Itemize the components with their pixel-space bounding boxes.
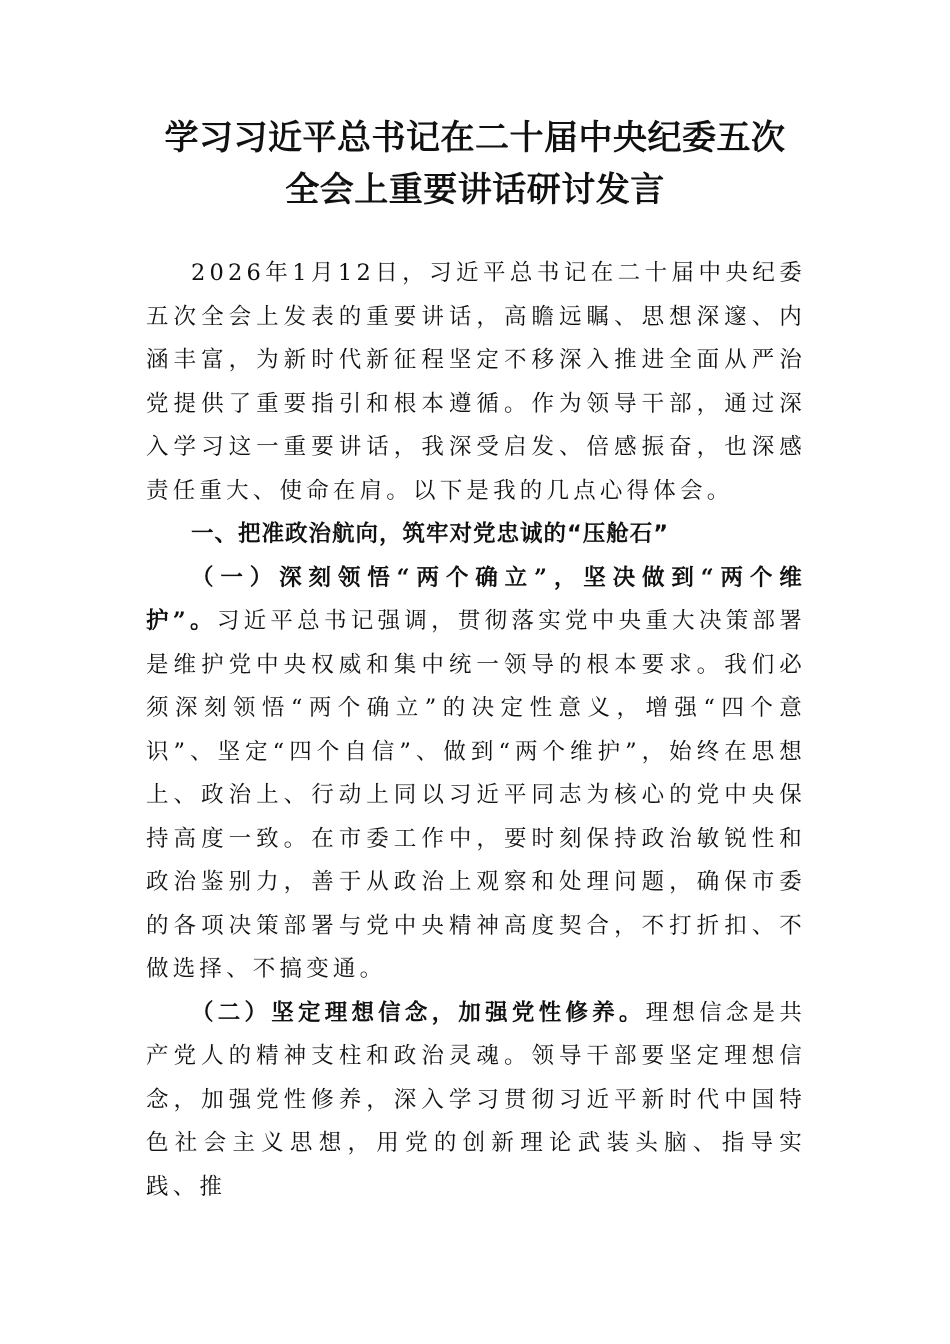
title-line-2: 全会上重要讲话研讨发言 [285, 170, 665, 210]
subsection-2-paragraph [146, 992, 806, 1210]
subsection-1-paragraph [146, 557, 806, 992]
subsection-1-text: 习近平总书记强调，贯彻落实党中央重大决策部署是维护党中央权威和集中统一领导的根本要求。我们必须深刻领悟“两个确立”的决定性意义，增强“四个意识”、坚定“四个自信”、做到“两个维护”，始终在思想上、政治上、行动上同以习近平同志为核心的党中央保持高度一致。在市委工作中，要时刻保持政治敏锐性和政治鉴别力，善于从政治上观察和处理问题，确保市委的各项决策部署与党中央精神高度契合，不打折扣、不做选择、不搞变通。 [146, 608, 807, 982]
subsection-2-heading: （二）坚定理想信念，加强党性修养。 [191, 999, 646, 1026]
title-line-1: 学习习近平总书记在二十届中央纪委五次 [164, 118, 786, 158]
document-title [120, 112, 830, 216]
intro-paragraph: 2026年1月12日，习近平总书记在二十届中央纪委五次全会上发表的重要讲话，高瞻远瞩、思想深邃、内涵丰富，为新时代新征程坚定不移深入推进全面从严治党提供了重要指引和根本遵循。作为领导干部，通过深入学习这一重要讲话，我深受启发、倍感振奋，也深感责任重大、使命在肩。以下是我的几点心得体会。 [146, 260, 806, 504]
subsection-2-text: 理想信念是共产党人的精神支柱和政治灵魂。领导干部要坚定理想信念，加强党性修养，深入学习贯彻习近平新时代中国特色社会主义思想，用党的创新理论武装头脑、指导实践、推 [146, 999, 806, 1200]
document-body [146, 252, 806, 1209]
subsection-1-heading: （一）深刻领悟“两个确立”，坚决做到“两个维护”。 [146, 564, 806, 634]
section-1-heading: 一、把准政治航向，筑牢对党忠诚的“压舱石” [191, 521, 670, 547]
